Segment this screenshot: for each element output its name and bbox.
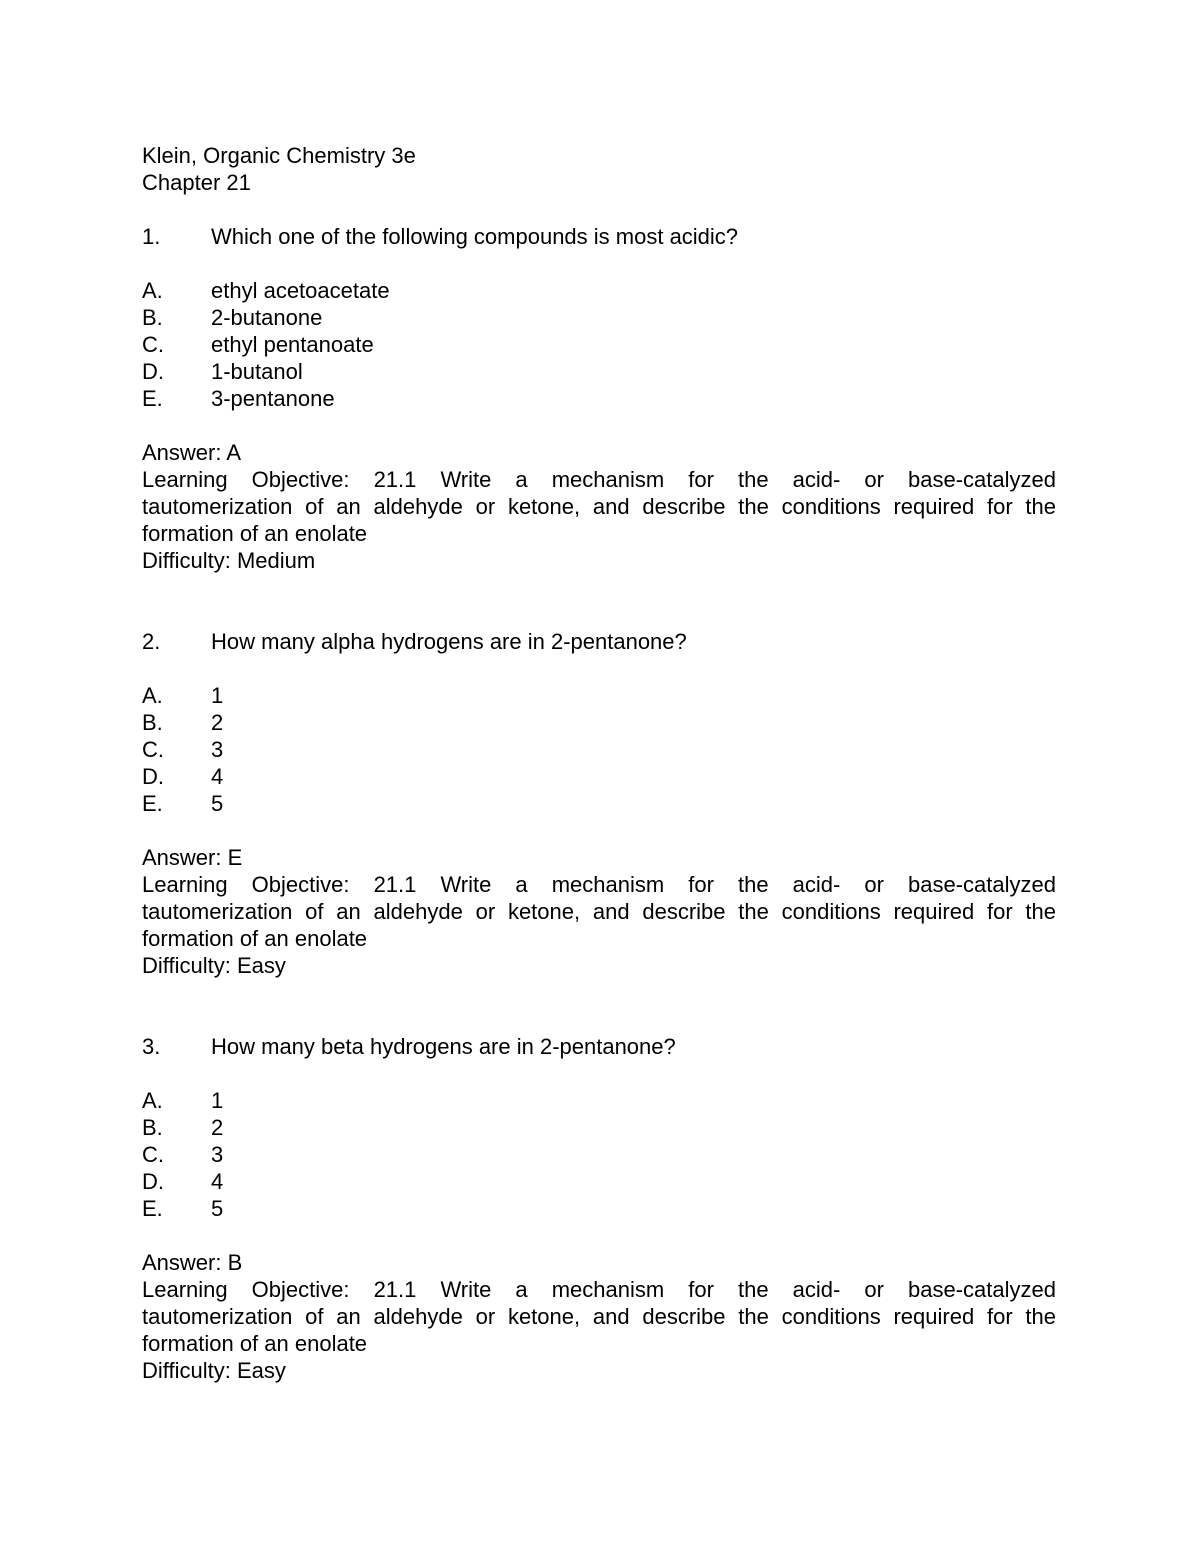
learning-objective-line: tautomerization of an aldehyde or ketone, and describe the conditions required for the <box>142 1304 1056 1329</box>
difficulty: Difficulty: Easy <box>142 1358 286 1383</box>
answer: Answer: A <box>142 440 242 465</box>
question-number: 2. <box>142 629 161 654</box>
learning-objective-line: tautomerization of an aldehyde or ketone, and describe the conditions required for the <box>142 494 1056 519</box>
option-text: ethyl acetoacetate <box>211 278 390 303</box>
question-stem <box>142 223 1056 250</box>
option-e <box>142 385 1056 412</box>
option-letter: A. <box>142 278 163 303</box>
question-text: Which one of the following compounds is most acidic? <box>211 224 739 249</box>
option-text: 3-pentanone <box>211 386 335 411</box>
learning-objective-line: formation of an enolate <box>142 926 368 951</box>
learning-objective-line: formation of an enolate <box>142 521 368 546</box>
option-text: 1 <box>211 683 224 708</box>
option-d <box>142 358 1056 385</box>
option-a <box>142 1087 1056 1114</box>
option-text: 5 <box>211 1196 224 1221</box>
question-stem <box>142 628 1056 655</box>
option-letter: C. <box>142 332 164 357</box>
difficulty: Difficulty: Medium <box>142 548 316 573</box>
option-letter: B. <box>142 305 163 330</box>
option-letter: A. <box>142 683 163 708</box>
option-text: 5 <box>211 791 224 816</box>
option-d <box>142 763 1056 790</box>
option-e <box>142 790 1056 817</box>
option-text: 4 <box>211 1169 224 1194</box>
option-text: ethyl pentanoate <box>211 332 374 357</box>
question-number: 1. <box>142 224 161 249</box>
option-letter: D. <box>142 1169 164 1194</box>
question-number: 3. <box>142 1034 161 1059</box>
option-a <box>142 682 1056 709</box>
option-c <box>142 1141 1056 1168</box>
question-1 <box>142 223 1056 574</box>
option-letter: E. <box>142 386 163 411</box>
option-c <box>142 736 1056 763</box>
answer: Answer: E <box>142 845 243 870</box>
option-letter: A. <box>142 1088 163 1113</box>
option-e <box>142 1195 1056 1222</box>
option-letter: E. <box>142 791 163 816</box>
learning-objective-line: Learning Objective: 21.1 Write a mechanism for the acid- or base-catalyzed <box>142 872 1056 897</box>
learning-objective-line: Learning Objective: 21.1 Write a mechanism for the acid- or base-catalyzed <box>142 1277 1056 1302</box>
option-text: 2-butanone <box>211 305 323 330</box>
document-page <box>142 142 1056 1384</box>
option-text: 3 <box>211 737 224 762</box>
option-letter: B. <box>142 710 163 735</box>
option-text: 1 <box>211 1088 224 1113</box>
learning-objective-line: tautomerization of an aldehyde or ketone, and describe the conditions required for the <box>142 899 1056 924</box>
learning-objective-line: Learning Objective: 21.1 Write a mechanism for the acid- or base-catalyzed <box>142 467 1056 492</box>
option-text: 2 <box>211 710 224 735</box>
option-letter: B. <box>142 1115 163 1140</box>
option-b <box>142 304 1056 331</box>
option-c <box>142 331 1056 358</box>
option-text: 2 <box>211 1115 224 1140</box>
book-title: Klein, Organic Chemistry 3e <box>142 143 416 168</box>
question-2 <box>142 628 1056 979</box>
option-letter: C. <box>142 737 164 762</box>
question-text: How many alpha hydrogens are in 2-pentanone? <box>211 629 687 654</box>
chapter-title: Chapter 21 <box>142 170 251 195</box>
option-b <box>142 1114 1056 1141</box>
option-d <box>142 1168 1056 1195</box>
question-stem <box>142 1033 1056 1060</box>
option-letter: C. <box>142 1142 164 1167</box>
difficulty: Difficulty: Easy <box>142 953 286 978</box>
question-3 <box>142 1033 1056 1384</box>
option-text: 3 <box>211 1142 224 1167</box>
option-text: 4 <box>211 764 224 789</box>
option-letter: E. <box>142 1196 163 1221</box>
option-letter: D. <box>142 764 164 789</box>
option-a <box>142 277 1056 304</box>
question-text: How many beta hydrogens are in 2-pentanone? <box>211 1034 676 1059</box>
option-b <box>142 709 1056 736</box>
learning-objective-line: formation of an enolate <box>142 1331 368 1356</box>
option-letter: D. <box>142 359 164 384</box>
option-text: 1-butanol <box>211 359 303 384</box>
answer: Answer: B <box>142 1250 243 1275</box>
